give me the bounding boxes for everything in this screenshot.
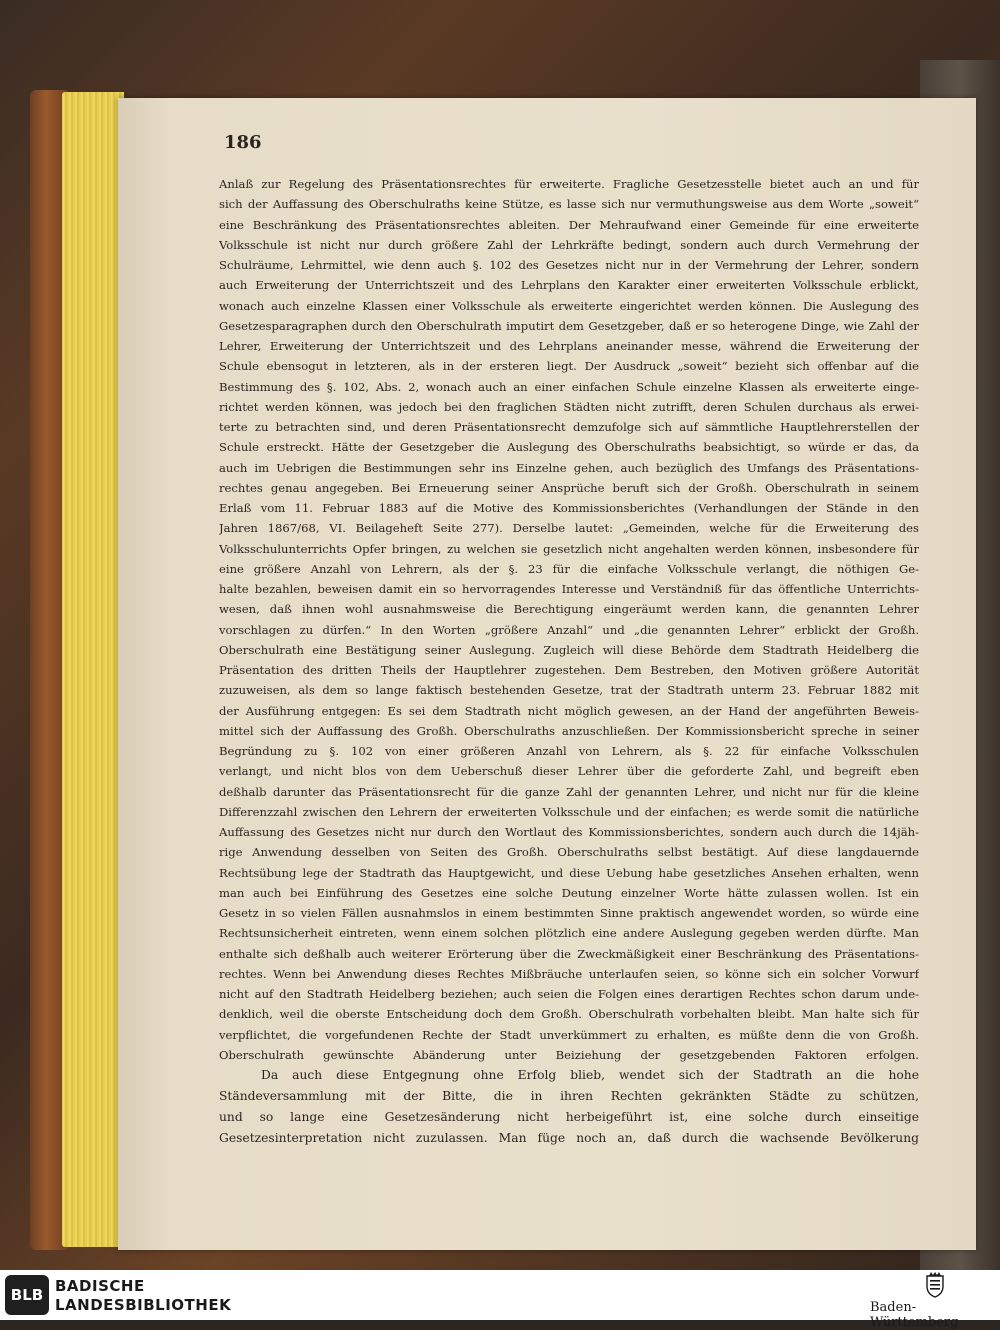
text-line: wonach auch einzelne Klassen einer Volksschule als erweiterte eingerichtet werden können. Die Auslegung des — [219, 298, 919, 313]
page-number: 186 — [224, 132, 262, 153]
text-line: Anlaß zur Regelung des Präsentationsrechtes für erweiterte. Fragliche Gesetzesstelle bietet auch an und für — [219, 177, 919, 191]
text-line: verlangt, und nicht blos von dem Ueberschuß dieser Lehrer über die geforderte Zahl, und begreift eben — [219, 764, 919, 779]
text-line: halte bezahlen, beweisen damit ein so hervorragendes Interesse und Verständniß für das öffentliche Unterrichts- — [219, 582, 919, 596]
text-line: rechtes. Wenn bei Anwendung dieses Rechtes Mißbräuche unterlaufen seien, so könne sich ein solcher Vorwurf — [219, 966, 919, 981]
text-line: Gesetzesinterpretation nicht zuzulassen. Man füge noch an, daß durch die wachsende Bevölkerung — [219, 1131, 919, 1145]
text-line: Ständeversammlung mit der Bitte, die in ihren Rechten gekränkten Städte zu schützen, — [219, 1089, 919, 1103]
text-line: zuzuweisen, als dem so lange faktisch bestehenden Gesetze, trat der Stadtrath unterm 23. Februar 1882 mit — [219, 683, 919, 698]
text-line: mittel sich der Auffassung des Großh. Oberschulraths anzuschließen. Der Kommissionsbericht spreche in seiner — [219, 723, 919, 738]
text-line: Schulräume, Lehrmittel, wie denn auch §. 102 des Gesetzes nicht nur in der Vermehrung der Lehrer, sondern — [219, 258, 919, 272]
library-name-line1: BADISCHE — [55, 1277, 145, 1295]
page-text — [219, 174, 919, 1149]
blb-logo: BLB — [5, 1275, 49, 1315]
text-line: verpflichtet, die vorgefundenen Rechte der Stadt unverkümmert zu erhalten, es müßte denn die von Großh. — [219, 1027, 919, 1042]
text-line: sich der Auffassung des Oberschulraths keine Stütze, es lasse sich nur vermuthungsweise aus dem Worte „soweit“ — [219, 197, 919, 212]
text-line: der Ausführung entgegen: Es sei dem Stadtrath nicht möglich gewesen, an der Hand der angeführten Beweis- — [219, 703, 919, 718]
text-line: nicht auf den Stadtrath Heidelberg beziehen; auch seien die Folgen eines derartigen Rechtes schon darum unde- — [219, 987, 919, 1001]
text-line: richtet werden können, was jedoch bei den fraglichen Städten nicht zutrifft, deren Schulen durchaus als erwei- — [219, 399, 919, 414]
text-line: Begründung zu §. 102 von einer größeren Anzahl von Lehrern, als §. 22 für einfache Volksschulen — [219, 744, 919, 758]
text-line: Auffassung des Gesetzes nicht nur durch den Wortlaut des Kommissionsberichtes, sondern auch durch die 14jäh- — [219, 825, 919, 839]
text-line: auch Erweiterung der Unterrichtszeit und des Lehrplans den Karakter einer erweiterten Volksschule erblickt, — [219, 278, 919, 293]
text-line: und so lange eine Gesetzesänderung nicht herbeigeführt ist, eine solche durch einseitige — [219, 1110, 919, 1124]
text-line: Oberschulrath eine Bestätigung seiner Auslegung. Zugleich will diese Behörde dem Stadtrath Heidelberg die — [219, 642, 919, 657]
text-line: Volksschulunterrichts Opfer bringen, zu welchen sie gesetzlich nicht angehalten werden können, insbesondere für — [219, 541, 919, 556]
text-line: Schule ebensogut in letzteren, als in der ersteren liegt. Der Ausdruck „soweit“ bezieht sich offenbar auf die — [219, 359, 919, 374]
text-line: eine größere Anzahl von Lehrern, als der §. 23 für die einfache Volksschule verlangt, die nöthigen Ge- — [219, 561, 919, 576]
text-line: wesen, daß ihnen wohl ausnahmsweise die Berechtigung eingeräumt werden kann, die genannten Lehrer — [219, 602, 919, 617]
text-line: Bestimmung des §. 102, Abs. 2, wonach auch an einer einfachen Schule einzelne Klassen als erweiterte einge- — [219, 379, 919, 394]
text-line: vorschlagen zu dürfen.“ In den Worten „größere Anzahl“ und „die genannten Lehrer“ erblickt der Großh. — [219, 622, 919, 637]
library-name-line2: LANDESBIBLIOTHEK — [55, 1296, 232, 1314]
text-line: deßhalb darunter das Präsentationsrecht für die ganze Zahl der genannten Lehrer, und nicht nur für die kleine — [219, 784, 919, 799]
text-line: Schule erstreckt. Hätte der Gesetzgeber die Auslegung des Oberschulraths beabsichtigt, so würde er das, da — [219, 440, 919, 455]
text-line: Rechtsübung lege der Stadtrath das Hauptgewicht, und diese Uebung habe gesetzliches Ansehen erhalten, wenn — [219, 865, 919, 880]
text-line: auch im Uebrigen die Bestimmungen sehr ins Einzelne gehen, auch bezüglich des Umfangs des Präsentations- — [219, 460, 919, 475]
text-line: Lehrer, Erweiterung der Unterrichtszeit und des Lehrplans aneinander messe, während die Erweiterung der — [219, 339, 919, 353]
text-line: Erlaß vom 11. Februar 1883 auf die Motive des Kommissionsberichtes (Verhandlungen der Stände in den — [219, 501, 919, 515]
coat-of-arms-icon — [924, 1272, 946, 1298]
text-line: Volksschule ist nicht nur durch größere Zahl der Lehrkräfte bedingt, sondern auch durch Vermehrung der — [219, 237, 919, 252]
text-line: man auch bei Einführung des Gesetzes eine solche Deutung einzelner Worte hätte zulassen wollen. Ist ein — [219, 885, 919, 900]
text-line: rechtes genau angegeben. Bei Erneuerung seiner Ansprüche beruft sich der Großh. Oberschulrath in seinem — [219, 480, 919, 495]
text-line: rige Anwendung desselben von Seiten des Großh. Oberschulraths selbst bestätigt. Auf diese langdauernde — [219, 845, 919, 860]
state-label: Baden-Württemberg — [870, 1300, 959, 1330]
gilt-page-edges — [62, 92, 124, 1247]
text-line: Präsentation des dritten Theils der Hauptlehrer zugestehen. Dem Bestreben, den Motiven größere Autorität — [219, 663, 919, 677]
text-line: enthalte sich deßhalb auch weiterer Erörterung über die Zweckmäßigkeit einer Beschränkung des Präsentations- — [219, 946, 919, 961]
text-line: Rechtsunsicherheit eintreten, wenn einem solchen plötzlich eine andere Auslegung gegeben werden dürfte. Man — [219, 926, 919, 941]
text-line: eine Beschränkung des Präsentationsrechtes ableiten. Der Mehraufwand einer Gemeinde für eine erweiterte — [219, 217, 919, 232]
text-line: Gesetzesparagraphen durch den Oberschulrath imputirt dem Gesetzgeber, daß er so heterogene Dinge, wie Zahl der — [219, 318, 919, 333]
text-line: Da auch diese Entgegnung ohne Erfolg blieb, wendet sich der Stadtrath an die hohe — [261, 1068, 919, 1082]
text-line: Gesetz in so vielen Fällen ausnahmslos in einem bestimmten Sinne praktisch angewendet worden, so würde eine — [219, 906, 919, 920]
text-line: Differenzzahl zwischen den Lehrern der erweiterten Volksschule und der einfachen; es werde somit die natürliche — [219, 804, 919, 819]
text-line: denklich, weil die oberste Entscheidung doch dem Großh. Oberschulrath vorbehalten bleibt. Man halte sich für — [219, 1007, 919, 1022]
text-line: Oberschulrath gewünschte Abänderung unter Beiziehung der gesetzgebenden Faktoren erfolgen. — [219, 1047, 919, 1062]
text-line: Jahren 1867/68, VI. Beilageheft Seite 277). Derselbe lautet: „Gemeinden, welche für die Erweiterung des — [219, 521, 919, 536]
text-line: terte zu betrachten sind, und deren Präsentationsrecht demzufolge sich auf sämmtliche Hauptlehrerstellen der — [219, 420, 919, 434]
